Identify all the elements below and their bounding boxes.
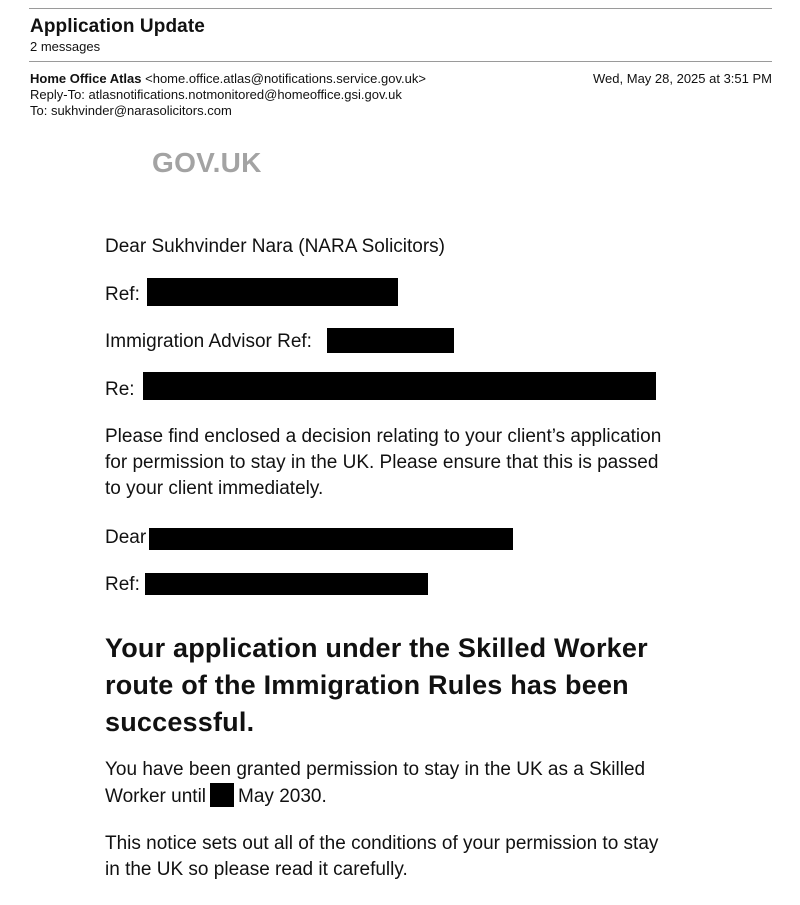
sender-name: Home Office Atlas [30, 71, 142, 86]
grant-line-end: May 2030. [238, 786, 327, 807]
redacted-client-ref [145, 573, 428, 595]
to-line[interactable]: To: sukhvinder@narasolicitors.com [30, 103, 232, 118]
redacted-re [143, 372, 656, 400]
redacted-advisor-ref [327, 328, 454, 353]
intro-line: to your client immediately. [105, 478, 324, 499]
redacted-day [210, 783, 234, 807]
re-label: Re: [105, 379, 135, 400]
notice-line: This notice sets out all of the conditions of your permission to stay [105, 833, 659, 854]
decision-headline [105, 630, 648, 741]
redacted-client-name [149, 528, 513, 550]
sender-address[interactable]: <home.office.atlas@notifications.service.gov.uk> [145, 71, 426, 86]
advisor-ref-label: Immigration Advisor Ref: [105, 331, 312, 352]
notice-paragraph [105, 831, 658, 883]
govuk-logo: GOV.UK [152, 147, 262, 178]
reply-to-line[interactable]: Reply-To: atlasnotifications.notmonitored@homeoffice.gsi.gov.uk [30, 87, 402, 102]
grant-paragraph [105, 757, 645, 810]
from-line [30, 71, 426, 87]
redacted-ref [147, 278, 398, 306]
grant-line [105, 783, 645, 810]
grant-line: You have been granted permission to stay in the UK as a Skilled [105, 759, 646, 780]
headline-line: route of the Immigration Rules has been [105, 670, 629, 700]
email-date: Wed, May 28, 2025 at 3:51 PM [593, 71, 772, 86]
intro-line: for permission to stay in the UK. Please ensure that this is passed [105, 452, 659, 473]
headline-line: successful. [105, 707, 255, 737]
notice-line: in the UK so please read it carefully. [105, 859, 408, 880]
ref-label: Ref: [105, 284, 140, 305]
headline-line: Your application under the Skilled Worker [105, 633, 648, 663]
header-divider [29, 61, 772, 62]
client-ref-label: Ref: [105, 574, 140, 595]
grant-line-start: Worker until [105, 786, 207, 807]
message-count: 2 messages [30, 39, 101, 54]
client-greeting-label: Dear [105, 527, 147, 548]
email-subject: Application Update [30, 16, 205, 37]
greeting: Dear Sukhvinder Nara (NARA Solicitors) [105, 236, 446, 257]
top-divider [29, 8, 772, 9]
intro-line: Please find enclosed a decision relating to your client’s application [105, 426, 662, 447]
intro-paragraph [105, 424, 661, 502]
